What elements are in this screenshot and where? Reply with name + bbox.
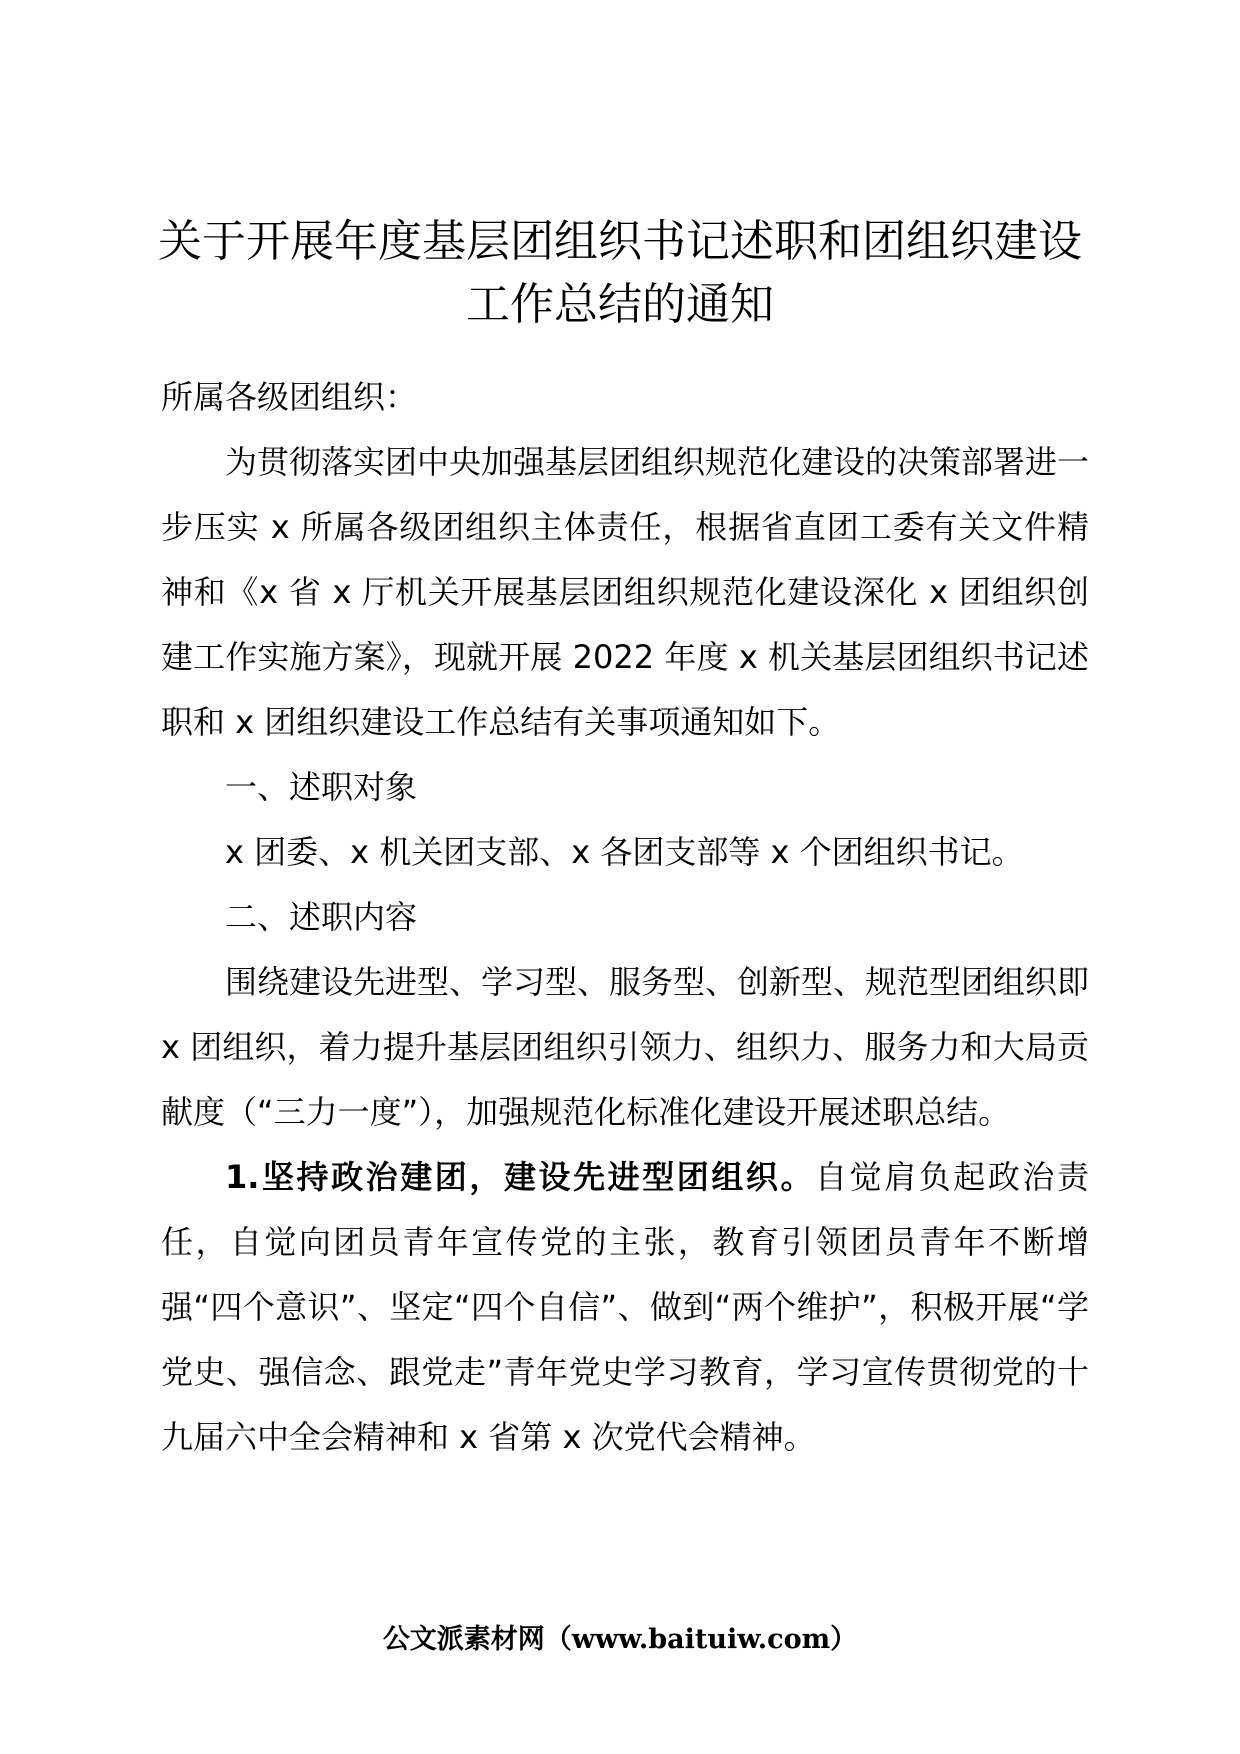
item-1-body: 自觉肩负起政治责任，自觉向团员青年宣传党的主张，教育引领团员青年不断增强“四个意识”、坚定“四个自信”、做到“两个维护”，积极开展“学党史、强信念、跟党走”青年党史学习教育，学习宣传贯彻党的十九届六中全会精神和 x 省第 x 次党代会精神。 — [161, 1158, 1089, 1456]
section-body-content: 围绕建设先进型、学习型、服务型、创新型、规范型团组织即 x 团组织，着力提升基层团组织引领力、组织力、服务力和大局贡献度（“三力一度”），加强规范化标准化建设开展述职总结。 — [161, 963, 1090, 1131]
document-body — [161, 365, 1089, 1470]
salutation: 所属各级团组织： — [161, 378, 418, 416]
document-title: 关于开展年度基层团组织书记述职和团组织建设工作总结的通知 — [158, 216, 1082, 330]
section-heading-content: 二、述职内容 — [225, 898, 418, 936]
intro-paragraph: 为贯彻落实团中央加强基层团组织规范化建设的决策部署进一步压实 x 所属各级团组织主体责任，根据省直团工委有关文件精神和《x 省 x 厅机关开展基层团组织规范化建设深化 x 团组织创建工作实施方案》，现就开展 2022 年度 x 机关基层团组织书记述职和 x 团组织建设工作总结有关事项通知如下。 — [161, 443, 1090, 741]
section-body-targets: x 团委、x 机关团支部、x 各团支部等 x 个团组织书记。 — [225, 833, 1024, 871]
item-paragraph-1 — [161, 1145, 1089, 1470]
item-1-lead: 1.坚持政治建团，建设先进型团组织。 — [225, 1158, 816, 1196]
section-heading-targets: 一、述职对象 — [225, 768, 418, 806]
footer-watermark: 公文派素材网（www.baituiw.com） — [382, 1624, 858, 1655]
